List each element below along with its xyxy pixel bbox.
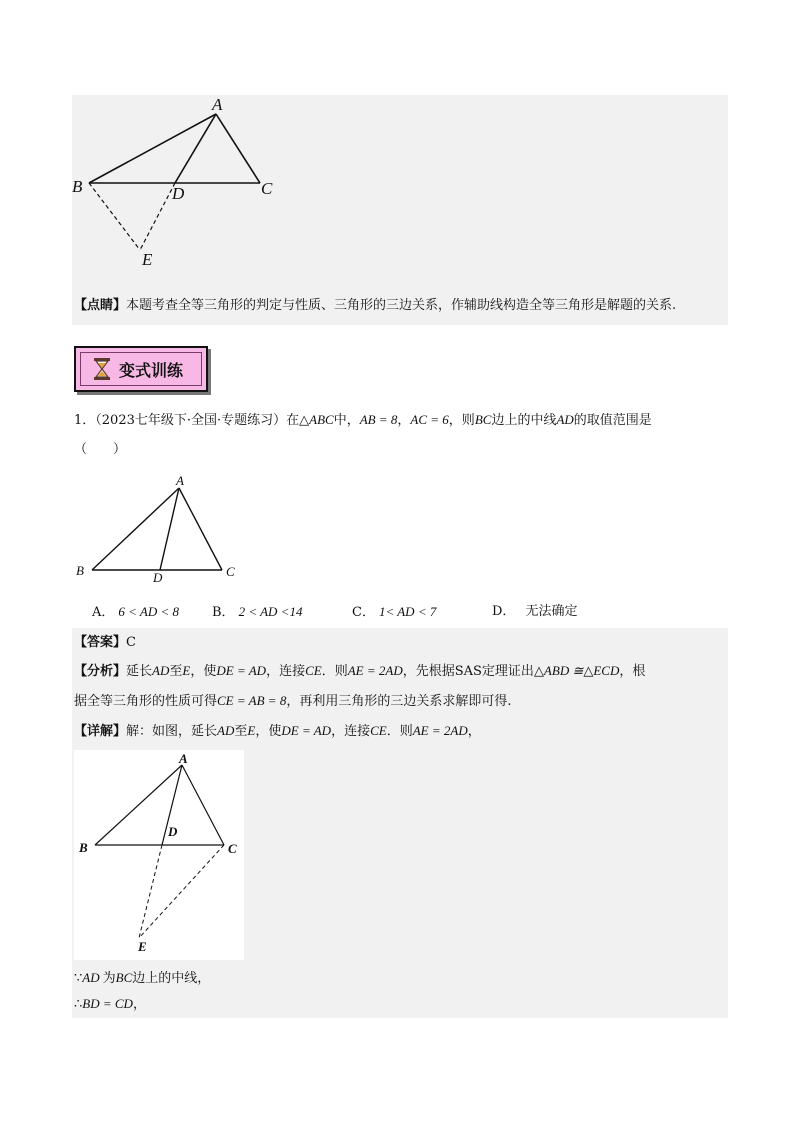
label-c: C bbox=[226, 564, 235, 579]
option-value: 1< AD < 7 bbox=[378, 604, 437, 619]
segment-de bbox=[139, 845, 162, 938]
math: CE = AB = 8 bbox=[217, 693, 287, 708]
math: AD bbox=[82, 970, 100, 985]
math: △ABD ≅△ECD bbox=[533, 663, 620, 678]
stem-text: 边上的中线 bbox=[491, 413, 557, 428]
analysis-text: ，先根据 bbox=[402, 664, 455, 679]
bc-symbol: BC bbox=[474, 412, 492, 427]
math: AE = 2AD bbox=[347, 663, 403, 678]
question-paren: （ ） bbox=[74, 442, 127, 457]
analysis-tag: 【分析】 bbox=[74, 664, 127, 679]
top-geometry-figure bbox=[72, 95, 312, 275]
answer-line bbox=[74, 633, 136, 653]
stem-text: 中， bbox=[333, 413, 360, 428]
option-value: 2 < AD <14 bbox=[238, 604, 303, 619]
segment-de bbox=[140, 183, 175, 250]
triangle-abc: △ABC bbox=[299, 412, 334, 427]
option-c[interactable] bbox=[352, 602, 436, 623]
detail-text: ， bbox=[132, 997, 146, 1012]
analysis-text: 延长 bbox=[126, 664, 153, 679]
detail-step-1 bbox=[74, 968, 210, 989]
option-key: C． bbox=[352, 605, 375, 620]
math: AE = 2AD bbox=[412, 723, 468, 738]
math: E bbox=[182, 663, 191, 678]
math: CE bbox=[370, 723, 387, 738]
segment-ac bbox=[182, 765, 224, 845]
math: AD bbox=[217, 723, 235, 738]
segment-ad bbox=[160, 488, 179, 570]
question-source: （2023七年级下·全国·专题练习） bbox=[95, 413, 287, 428]
detail-text: ，连接 bbox=[331, 724, 371, 739]
option-b[interactable] bbox=[212, 602, 302, 623]
analysis-text: 至 bbox=[169, 664, 183, 679]
ab-equation: AB = 8 bbox=[359, 412, 398, 427]
ad-symbol: AD bbox=[556, 412, 574, 427]
math: BD = CD bbox=[82, 996, 133, 1011]
analysis-text: 据全等三角形的性质可得 bbox=[74, 694, 218, 709]
question-stem bbox=[74, 410, 652, 431]
answer-value: C bbox=[126, 635, 136, 650]
label-b: B bbox=[76, 563, 84, 578]
detail-geometry-figure bbox=[74, 750, 244, 960]
stem-text: ， bbox=[397, 413, 411, 428]
analysis-text: ，连接 bbox=[266, 664, 306, 679]
analysis-text: 定理证出 bbox=[481, 664, 534, 679]
math: DE = AD bbox=[216, 663, 267, 678]
label-d: D bbox=[153, 570, 163, 585]
option-a[interactable] bbox=[92, 602, 179, 623]
analysis-line-1 bbox=[74, 661, 645, 682]
analysis-text: ，使 bbox=[190, 664, 217, 679]
label-d: D bbox=[168, 824, 178, 839]
analysis-line-2 bbox=[74, 691, 511, 712]
segment-ce bbox=[139, 845, 224, 938]
detail-text: 边上的中线， bbox=[132, 971, 211, 986]
analysis-text: ，再利用三角形的三边关系求解即可得. bbox=[286, 694, 512, 709]
math: CE bbox=[305, 663, 322, 678]
label-a: A bbox=[176, 473, 184, 488]
dianjing-line bbox=[74, 296, 676, 316]
therefore-symbol: ∴ bbox=[74, 997, 83, 1012]
label-c: C bbox=[228, 841, 237, 856]
label-d: D bbox=[172, 184, 185, 203]
math: E bbox=[247, 723, 256, 738]
option-key: D． bbox=[492, 604, 516, 619]
option-value: 无法确定 bbox=[525, 604, 578, 619]
option-value: 6 < AD < 8 bbox=[118, 604, 180, 619]
detail-line-1 bbox=[74, 721, 481, 742]
question-number: 1． bbox=[74, 413, 96, 428]
option-key: A． bbox=[92, 605, 115, 620]
because-symbol: ∵ bbox=[74, 971, 83, 986]
dianjing-tag: 【点睛】 bbox=[74, 298, 127, 313]
detail-text: 至 bbox=[234, 724, 248, 739]
option-d[interactable] bbox=[492, 602, 577, 622]
detail-text: ．则 bbox=[386, 724, 413, 739]
detail-text: ，使 bbox=[255, 724, 282, 739]
question-geometry-figure bbox=[72, 472, 252, 587]
option-key: B． bbox=[212, 605, 235, 620]
math: DE = AD bbox=[281, 723, 332, 738]
hourglass-icon bbox=[91, 357, 113, 381]
section-badge-label: 变式训练 bbox=[119, 360, 184, 380]
segment-ac bbox=[216, 114, 260, 183]
section-badge bbox=[74, 346, 208, 392]
dianjing-text: 本题考查全等三角形的判定与性质、三角形的三边关系，作辅助线构造全等三角形是解题的关系. bbox=[126, 298, 677, 313]
label-e: E bbox=[138, 939, 147, 954]
segment-ab bbox=[89, 114, 216, 183]
detail-step-2 bbox=[74, 994, 146, 1015]
label-c: C bbox=[261, 179, 273, 198]
segment-ac bbox=[179, 488, 222, 570]
detail-text: 为 bbox=[102, 971, 116, 986]
detail-text: 解：如图，延长 bbox=[126, 724, 218, 739]
math: SAS bbox=[454, 664, 482, 679]
label-a: A bbox=[212, 95, 223, 114]
analysis-text: ．则 bbox=[321, 664, 348, 679]
label-a: A bbox=[179, 751, 188, 766]
stem-text: 的取值范围是 bbox=[573, 413, 652, 428]
analysis-text: ，根 bbox=[619, 664, 646, 679]
math: AD bbox=[152, 663, 170, 678]
label-b: B bbox=[72, 177, 83, 196]
stem-text: 在 bbox=[286, 413, 300, 428]
segment-ab bbox=[92, 488, 179, 570]
detail-tag: 【详解】 bbox=[74, 724, 127, 739]
ac-equation: AC = 6 bbox=[410, 412, 449, 427]
math: BC bbox=[115, 970, 133, 985]
detail-text: ， bbox=[467, 724, 481, 739]
answer-tag: 【答案】 bbox=[74, 635, 127, 650]
label-e: E bbox=[142, 250, 153, 269]
label-b: B bbox=[79, 840, 88, 855]
stem-text: ，则 bbox=[448, 413, 475, 428]
segment-be bbox=[89, 183, 140, 250]
